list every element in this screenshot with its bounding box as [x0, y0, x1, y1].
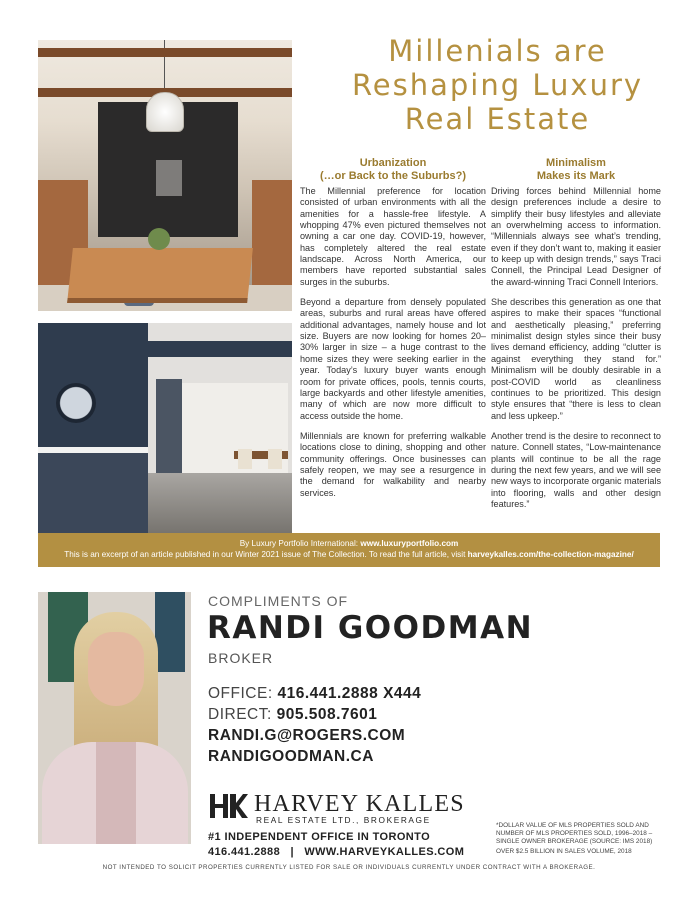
office-phone[interactable]: OFFICE: 416.441.2888 X444 [208, 685, 422, 702]
collection-magazine-link[interactable]: harveykalles.com/the-collection-magazine/ [467, 550, 634, 559]
brokerage-tagline: #1 INDEPENDENT OFFICE IN TORONTO [208, 831, 431, 843]
paragraph: Beyond a departure from densely populated areas, suburbs and rural areas have offered additional advantages, namely house and lot size. Buyers are now looking for homes 20–30% larger in size – a huge contrast to the home sizes they were seeking earlier in the year. Today’s luxury buyer wants enough room for private offices, pools, tennis courts, large backyards and other lifestyle amenities, many of which are now more difficult to access outside the home. [300, 297, 486, 421]
left-column-heading: Urbanization (…or Back to the Suburbs?) [319, 157, 467, 182]
paragraph: She describes this generation as one that aspires to make their spaces “functional and aesthetically pleasing,” preferring minimalist design styles since their busy lives demand efficiency, adding “clutter is against everything they stand for.” Minimalism will be doubly desirable in a post-COVID world as cleanliness continues to be prioritized. This design style ensures that “there is less to clean and less upkeep.” [491, 297, 661, 421]
agent-role: BROKER [208, 650, 274, 666]
left-column-body [300, 186, 486, 508]
right-column-body [491, 186, 661, 519]
title-line-2: Reshaping Luxury [351, 68, 644, 102]
title-line-3: Real Estate [404, 102, 591, 136]
brokerage-contact-line: 416.441.2888 | WWW.HARVEYKALLES.COM [208, 846, 465, 858]
paragraph: Driving forces behind Millennial home design preferences include a desire to simplify their busy lifestyles and alleviate an overwhelming access to information. “Millennials always see what’s trending, even if they don’t want to, making it easier to keep up with design trends,” says Traci Connell, the Principal Lead Designer of the award-winning Traci Connell Interiors. [491, 186, 661, 287]
paragraph: Millennials are known for preferring walkable locations close to dining, shopping and other community offerings. Once businesses can safely reopen, we may see a resurgence in the demand for walkability and nearby services. [300, 430, 486, 498]
paragraph: Another trend is the desire to reconnect to nature. Connell states, “Low-maintenance plants will continue to be all the rage during the next few years, and we will see new ways to incorporate organic materials into flooring, walls and other design features.” [491, 430, 661, 509]
agent-headshot [38, 592, 191, 844]
agent-email[interactable]: RANDI.G@ROGERS.COM [208, 727, 406, 744]
article-title [300, 34, 695, 136]
direct-phone[interactable]: DIRECT: 905.508.7601 [208, 706, 378, 723]
harvey-kalles-logo-icon [208, 792, 248, 820]
agent-name: RANDI GOODMAN [207, 610, 534, 646]
title-line-1: Millenials are [388, 34, 607, 68]
brokerage-subtitle: REAL ESTATE LTD., BROKERAGE [256, 815, 431, 825]
kitchen-photo [38, 40, 292, 311]
paragraph: The Millennial preference for location consisted of urban environments with all the amenities for a hassle-free lifestyle. A whopping 47% even pictured themselves not owning a car one day. COVID-19, however, has completely altered the real estate landscape. Across North America, our members have reported substantial sales surges in the suburbs. [300, 186, 486, 287]
disclaimer: NOT INTENDED TO SOLICIT PROPERTIES CURRENTLY LISTED FOR SALE OR INDIVIDUALS CURRENTLY UNDER CONTRACT WITH A BROKERAGE. [102, 864, 596, 871]
credit-band: By Luxury Portfolio International: www.luxuryportfolio.com This is an excerpt of an article published in our Winter 2021 issue of The Collection. To read the full article, visit harveykalles.com/the-collection-magazine/ [38, 533, 660, 567]
agent-website[interactable]: RANDIGOODMAN.CA [208, 748, 374, 765]
fine-print: *DOLLAR VALUE OF MLS PROPERTIES SOLD AND NUMBER OF MLS PROPERTIES SOLD, 1996–2018 – SINGLE OWNER BROKERAGE (SOURCE: IMS 2018) OVER $2.5 BILLION IN SALES VOLUME, 2018 [496, 822, 653, 855]
wet-bar-photo [38, 323, 292, 533]
brokerage-website[interactable]: WWW.HARVEYKALLES.COM [304, 846, 465, 858]
brokerage-phone[interactable]: 416.441.2888 [208, 846, 281, 858]
luxury-portfolio-link[interactable]: www.luxuryportfolio.com [360, 539, 459, 548]
brokerage-name: HARVEY KALLES [254, 791, 465, 817]
compliments-label: COMPLIMENTS OF [208, 593, 349, 609]
right-column-heading: Minimalism Makes its Mark [536, 157, 616, 182]
